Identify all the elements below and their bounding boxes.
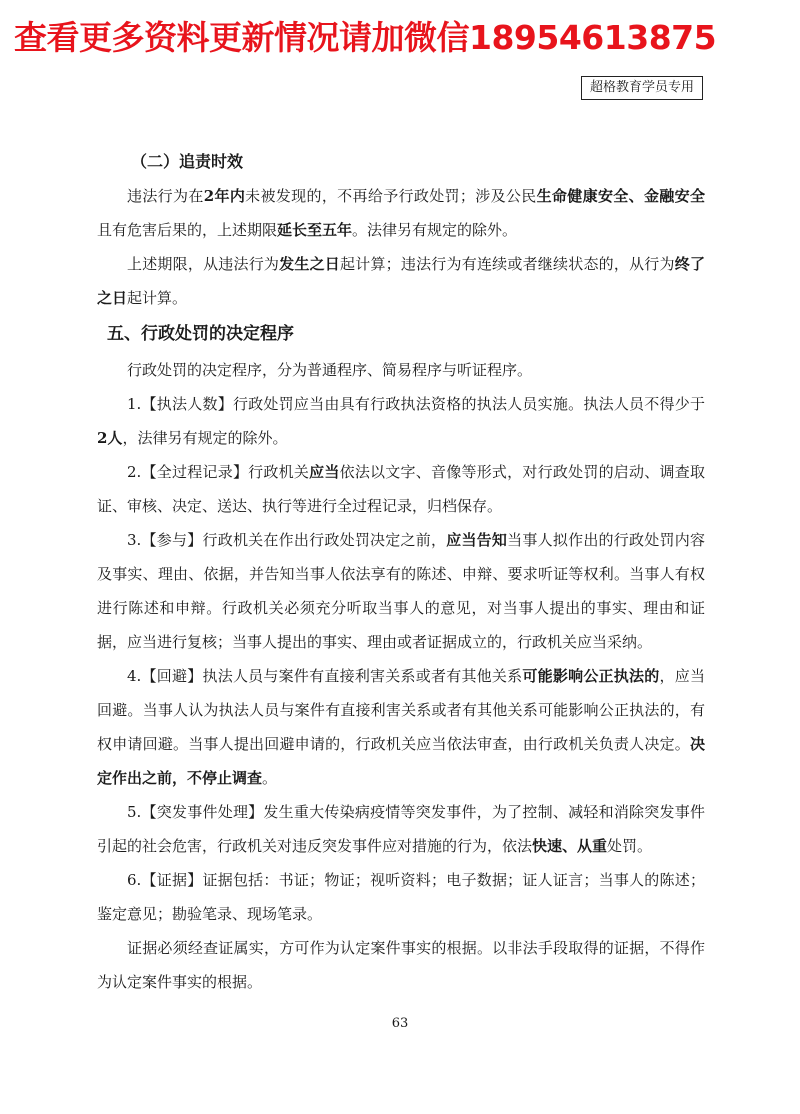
page-number: 63 — [391, 1016, 409, 1031]
emphasis-text: 终了之日 — [97, 255, 705, 307]
paragraph: 违法行为在2年内未被发现的，不再给予行政处罚；涉及公民生命健康安全、金融安全且有危害后果的，上述期限延长至五年。法律另有规定的除外。 — [97, 187, 705, 239]
paragraph: 上述期限，从违法行为发生之日起计算；违法行为有连续或者继续状态的，从行为终了之日起计算。 — [97, 255, 705, 307]
emphasis-text: 可能影响公正执法的 — [522, 667, 660, 685]
list-item-emergency-handling: 5.【突发事件处理】发生重大传染病疫情等突发事件，为了控制、减轻和消除突发事件引起的社会危害，行政机关对违反突发事件应对措施的行为，依法快速、从重处罚。 — [97, 803, 705, 855]
emphasis-text: 快速、从重 — [532, 837, 608, 855]
document-body — [97, 145, 705, 999]
emphasis-text: 决定作出之前，不停止调查 — [97, 735, 705, 787]
paragraph: 行政处罚的决定程序，分为普通程序、简易程序与听证程序。 — [127, 361, 533, 379]
student-only-stamp: 超格教育学员专用 — [581, 76, 703, 100]
emphasis-text: 应当 — [309, 463, 340, 481]
watermark-banner: 查看更多资料更新情况请加微信18954613875 — [14, 18, 717, 57]
emphasis-text: 延长至五年 — [277, 221, 353, 239]
list-item-law-enforcement-count: 1.【执法人数】行政处罚应当由具有行政执法资格的执法人员实施。执法人员不得少于2人，法律另有规定的除外。 — [97, 395, 705, 447]
list-item-recusal: 4.【回避】执法人员与案件有直接利害关系或者有其他关系可能影响公正执法的，应当回避。当事人认为执法人员与案件有直接利害关系或者有其他关系可能影响公正执法的，有权申请回避。当事人提出回避申请的，行政机关应当依法审查，由行政机关负责人决定。决定作出之前，不停止调查。 — [97, 667, 705, 787]
emphasis-text: 生命健康安全、金融安全 — [536, 187, 705, 205]
emphasis-text: 发生之日 — [279, 255, 341, 273]
emphasis-text: 2年内 — [203, 187, 246, 205]
emphasis-text: 应当告知 — [446, 531, 508, 549]
list-item-participation: 3.【参与】行政机关在作出行政处罚决定之前，应当告知当事人拟作出的行政处罚内容及事实、理由、依据，并告知当事人依法享有的陈述、申辩、要求听证等权利。当事人有权进行陈述和申辩。行政机关必须充分听取当事人的意见，对当事人提出的事实、理由和证据，应当进行复核；当事人提出的事实、理由或者证据成立的，行政机关应当采纳。 — [97, 531, 705, 651]
section-heading-decision-procedure: 五、行政处罚的决定程序 — [107, 324, 294, 344]
paragraph: 证据必须经查证属实，方可作为认定案件事实的根据。以非法手段取得的证据，不得作为认定案件事实的根据。 — [97, 939, 705, 991]
emphasis-text: 2人 — [97, 429, 123, 447]
section-heading-liability-period: （二）追责时效 — [131, 152, 244, 171]
list-item-full-process-record: 2.【全过程记录】行政机关应当依法以文字、音像等形式，对行政处罚的启动、调查取证、审核、决定、送达、执行等进行全过程记录，归档保存。 — [97, 463, 705, 515]
list-item-evidence: 6.【证据】证据包括：书证；物证；视听资料；电子数据；证人证言；当事人的陈述；鉴定意见；勘验笔录、现场笔录。 — [97, 871, 705, 923]
